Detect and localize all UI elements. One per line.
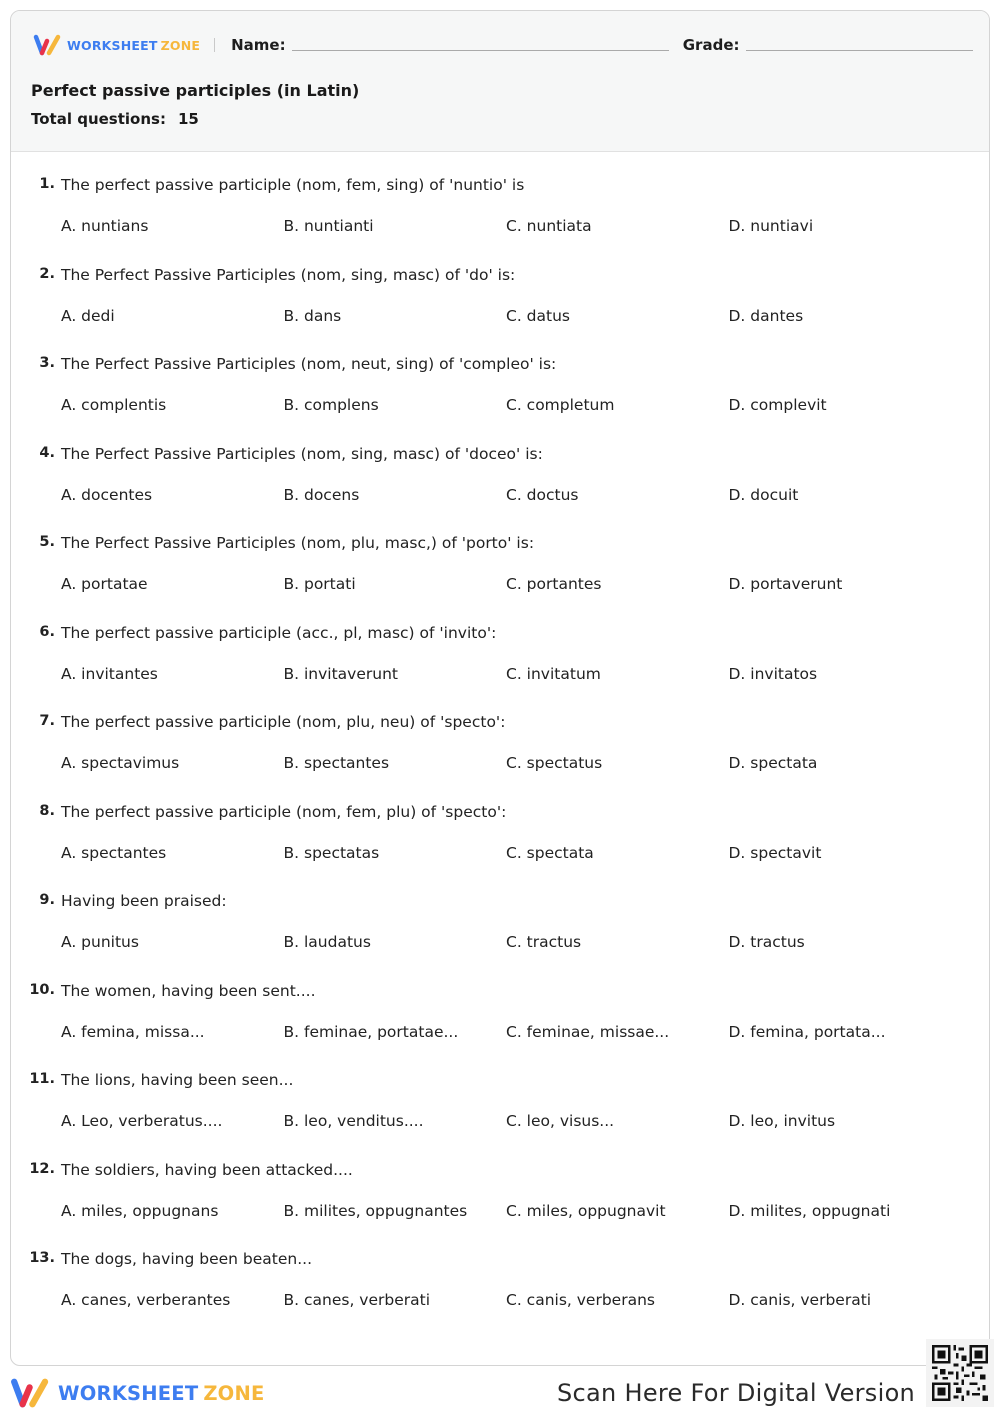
question-stem [11,355,556,373]
worksheetzone-logo-icon [10,1377,52,1409]
answer-option[interactable]: A. canes, verberantes [61,1291,231,1309]
divider [214,38,215,52]
question-number: 12. [29,1160,55,1177]
question-stem [11,624,496,642]
answer-option[interactable]: B. laudatus [283,933,371,951]
answer-options [61,1291,961,1309]
answer-option[interactable]: A. invitantes [61,664,158,683]
question-number: 8. [39,802,55,819]
question-stem [11,266,515,284]
question-number: 1. [39,176,55,192]
answer-option[interactable]: D. spectavit [728,843,822,862]
footer-brand-name: WORKSHEET ZONE [58,1381,265,1405]
answer-option[interactable]: C. miles, oppugnavit [506,1201,666,1220]
answer-option[interactable]: C. completum [506,396,615,414]
answer-option[interactable]: A. nuntians [61,217,149,235]
answer-option[interactable]: D. spectata [728,754,818,772]
answer-option[interactable]: D. tractus [728,933,805,951]
question-text: The dogs, having been beaten... [61,1250,312,1268]
answer-option[interactable]: C. spectata [506,843,594,862]
question-number: 4. [39,444,55,461]
answer-options [61,217,961,235]
answer-option[interactable]: C. nuntiata [506,217,592,235]
question-text: The perfect passive participle (acc., pl, masc) of 'invito': [61,623,497,642]
question-number: 11. [29,1071,55,1087]
answer-option[interactable]: B. feminae, portatae... [283,1022,459,1041]
answer-option[interactable]: C. datus [506,306,570,325]
answer-option[interactable]: A. Leo, verberatus.... [61,1112,223,1130]
question-text: The Perfect Passive Participles (nom, sing, masc) of 'do' is: [61,265,516,284]
answer-option[interactable]: C. invitatum [506,664,601,683]
question-item [11,1159,989,1249]
answer-option[interactable]: A. miles, oppugnans [61,1201,219,1220]
answer-option[interactable]: B. milites, oppugnantes [283,1201,468,1220]
question-number: 9. [39,892,55,908]
question-item [11,1069,989,1159]
header-row [33,33,973,57]
total-label: Total questions: [31,110,166,128]
answer-option[interactable]: C. feminae, missae... [506,1022,670,1041]
answer-option[interactable]: A. dedi [61,306,115,325]
answer-options [61,1023,961,1041]
question-number: 13. [29,1250,55,1266]
answer-option[interactable]: B. canes, verberati [283,1291,431,1309]
answer-option[interactable]: A. spectantes [61,843,167,862]
question-stem [11,892,227,910]
answer-option[interactable]: A. complentis [61,396,167,414]
answer-option[interactable]: C. portantes [506,575,602,593]
question-item [11,174,989,264]
answer-option[interactable]: A. docentes [61,485,153,504]
question-number: 10. [29,981,55,998]
question-text: The Perfect Passive Participles (nom, plu, masc,) of 'porto' is: [61,534,535,552]
question-item [11,1248,989,1338]
worksheet-title: Perfect passive participles (in Latin) [31,81,360,100]
question-item [11,353,989,443]
question-number: 7. [39,713,55,729]
answer-option[interactable]: D. docuit [728,485,799,504]
answer-option[interactable]: D. canis, verberati [728,1291,872,1309]
name-label: Name: [231,36,286,54]
answer-option[interactable]: C. leo, visus... [506,1112,615,1130]
question-text: The Perfect Passive Participles (nom, sing, masc) of 'doceo' is: [61,444,543,463]
question-stem [11,1071,293,1089]
name-field[interactable] [292,50,669,51]
question-number: 2. [39,265,55,282]
answer-options [61,396,961,414]
answer-option[interactable]: D. portaverunt [728,575,843,593]
answer-option[interactable]: A. portatae [61,575,148,593]
answer-option[interactable]: B. invitaverunt [283,664,398,683]
total-count: 15 [177,110,199,128]
question-text: The Perfect Passive Participles (nom, neut, sing) of 'compleo' is: [61,355,557,373]
answer-option[interactable]: B. docens [283,485,360,504]
grade-field[interactable] [746,50,974,51]
question-text: The women, having been sent.... [61,981,316,1000]
question-stem [11,176,524,194]
answer-options [61,575,961,593]
answer-option[interactable]: B. nuntianti [283,217,374,235]
question-stem [11,534,534,552]
answer-options [61,933,961,951]
answer-options [61,1202,961,1220]
question-stem [11,803,506,821]
worksheet-page [10,10,990,1366]
question-number: 6. [39,623,55,640]
question-number: 3. [39,355,55,371]
answer-option[interactable]: B. spectantes [283,754,390,772]
worksheet-header [11,11,989,152]
total-questions [31,110,199,128]
answer-option[interactable]: D. femina, portata... [728,1022,886,1041]
answer-option[interactable]: B. spectatas [283,843,380,862]
question-item [11,980,989,1070]
answer-option[interactable]: D. invitatos [728,664,818,683]
question-text: The perfect passive participle (nom, plu, neu) of 'specto': [61,713,506,731]
question-text: Having been praised: [61,892,227,910]
question-text: The lions, having been seen... [61,1071,294,1089]
grade-label: Grade: [682,36,740,54]
answer-options [61,1112,961,1130]
question-item [11,264,989,354]
answer-options [61,665,961,683]
answer-option[interactable]: A. femina, missa... [61,1022,205,1041]
question-text: The soldiers, having been attacked.... [61,1160,353,1179]
qr-code-icon[interactable] [926,1339,994,1407]
answer-option[interactable]: D. complevit [728,396,827,414]
answer-option[interactable]: D. milites, oppugnati [728,1201,891,1220]
footer-brand-logo[interactable] [10,1377,265,1409]
question-item [11,801,989,891]
answer-options [61,754,961,772]
answer-option[interactable]: C. canis, verberans [506,1291,655,1309]
answer-option[interactable]: C. doctus [506,485,579,504]
brand-name: WORKSHEET ZONE [67,37,201,53]
question-item [11,890,989,980]
answer-option[interactable]: B. dans [283,306,342,325]
answer-options [61,844,961,862]
answer-option[interactable]: C. spectatus [506,754,603,772]
question-item [11,622,989,712]
scan-instruction: Scan Here For Digital Version [557,1379,916,1407]
answer-options [61,486,961,504]
answer-option[interactable]: B. leo, venditus.... [283,1112,424,1130]
question-stem [11,445,543,463]
question-text: The perfect passive participle (nom, fem, sing) of 'nuntio' is [61,176,525,194]
answer-option[interactable]: D. leo, invitus [728,1112,836,1130]
answer-option[interactable]: B. complens [283,396,379,414]
question-stem [11,982,316,1000]
question-text: The perfect passive participle (nom, fem, plu) of 'specto': [61,802,507,821]
question-stem [11,1250,312,1268]
answer-option[interactable]: C. tractus [506,933,582,951]
question-item [11,711,989,801]
brand-logo[interactable] [33,34,200,56]
answer-option[interactable]: D. dantes [728,306,804,325]
answer-option[interactable]: B. portati [283,575,356,593]
page-footer [0,1368,1000,1414]
question-item [11,532,989,622]
question-number: 5. [39,534,55,550]
worksheetzone-logo-icon [33,34,63,56]
question-list [11,174,989,1338]
question-stem [11,1161,353,1179]
question-stem [11,713,505,731]
answer-option[interactable]: D. nuntiavi [728,217,814,235]
question-item [11,443,989,533]
answer-option[interactable]: A. spectavimus [61,754,180,772]
answer-option[interactable]: A. punitus [61,933,139,951]
answer-options [61,307,961,325]
